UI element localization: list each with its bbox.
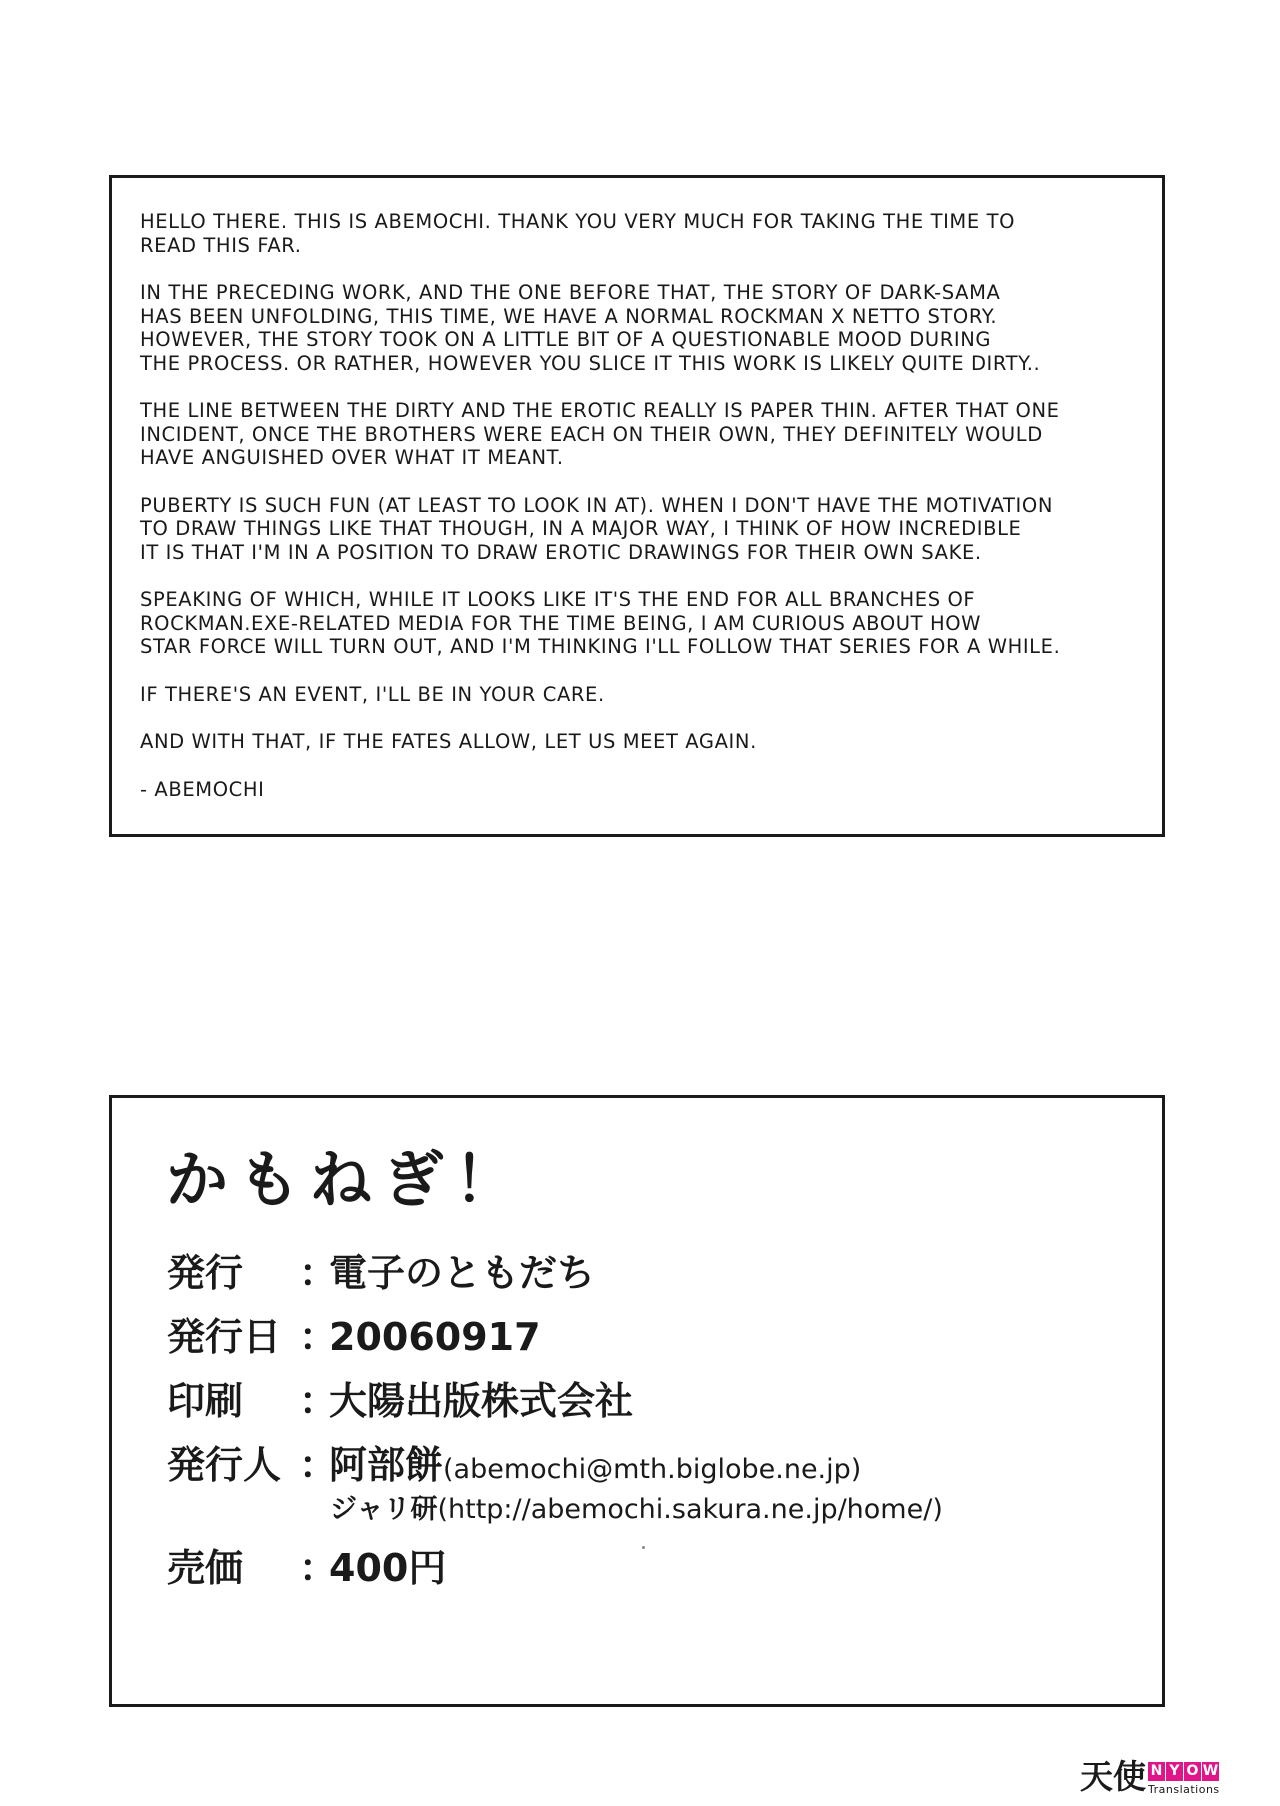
afterword-paragraph: PUBERTY IS SUCH FUN (AT LEAST TO LOOK IN AT). WHEN I DON'T HAVE THE MOTIVATION TO DRAW THINGS LIKE THAT THOUGH, IN A MAJOR WAY, I THINK OF HOW INCREDIBLE IT IS THAT I'M IN A POSITION TO DRAW EROTIC DRAWINGS FOR THEIR OWN SAKE. xyxy=(140,493,1054,564)
afterword-text xyxy=(140,210,1140,825)
translator-credit-logo xyxy=(1080,1756,1220,1796)
date-label: 発行日 xyxy=(167,1315,282,1359)
credit-kanji: 天使 xyxy=(1080,1757,1146,1796)
colon: ： xyxy=(299,1546,338,1590)
credit-letter: O xyxy=(1184,1762,1201,1781)
colophon-circle-row xyxy=(330,1490,943,1530)
afterword-paragraph: IF THERE'S AN EVENT, I'LL BE IN YOUR CARE. xyxy=(140,682,605,706)
afterword-paragraph: HELLO THERE. THIS IS ABEMOCHI. THANK YOU VERY MUCH FOR TAKING THE TIME TO READ THIS FAR. xyxy=(140,210,1016,257)
printer-value: 大陽出版株式会社 xyxy=(329,1379,634,1423)
date-value: 20060917 xyxy=(329,1315,541,1359)
afterword-paragraph: IN THE PRECEDING WORK, AND THE ONE BEFORE THAT, THE STORY OF DARK-SAMA HAS BEEN UNFOLDING, THIS TIME, WE HAVE A NORMAL ROCKMAN X NETTO STORY. HOWEVER, THE STORY TOOK ON A LITTLE BIT OF A QUESTIONABLE MOOD DURING THE PROCESS. OR RATHER, HOWEVER YOU SLICE IT THIS WORK IS LIKELY QUITE DIRTY.. xyxy=(140,281,1041,375)
colophon-price-row xyxy=(167,1544,446,1592)
scan-speck xyxy=(642,1546,645,1549)
colon: ： xyxy=(299,1315,338,1359)
colon: ： xyxy=(299,1251,338,1295)
author-label: 発行人 xyxy=(167,1443,282,1487)
author-name: 阿部餅 xyxy=(329,1443,444,1487)
price-label: 売価 xyxy=(167,1546,244,1590)
colophon-date-row xyxy=(167,1313,541,1361)
colophon-publisher-row xyxy=(167,1249,595,1297)
afterword-box xyxy=(109,175,1165,837)
afterword-signature: - ABEMOCHI xyxy=(140,777,265,801)
credit-letter: W xyxy=(1202,1763,1219,1779)
colon: ： xyxy=(299,1379,338,1423)
afterword-paragraph: SPEAKING OF WHICH, WHILE IT LOOKS LIKE IT'S THE END FOR ALL BRANCHES OF ROCKMAN.EXE-RELATED MEDIA FOR THE TIME BEING, I AM CURIOUS ABOUT HOW STAR FORCE WILL TURN OUT, AND I'M THINKING I'LL FOLLOW THAT SERIES FOR A WHILE. xyxy=(140,588,1061,658)
publisher-label: 発行 xyxy=(167,1251,244,1295)
credit-letter: N xyxy=(1148,1762,1165,1781)
colophon-box xyxy=(109,1095,1165,1707)
afterword-paragraph: AND WITH THAT, IF THE FATES ALLOW, LET US MEET AGAIN. xyxy=(140,730,757,753)
credit-right xyxy=(1148,1762,1220,1796)
publisher-value: 電子のともだち xyxy=(329,1251,596,1295)
credit-letter-boxes xyxy=(1148,1762,1219,1781)
colophon-printer-row xyxy=(167,1377,633,1425)
credit-letter: Y xyxy=(1166,1762,1183,1781)
colophon-title: かもねぎ！ xyxy=(166,1143,527,1216)
circle-name: ジャリ研 xyxy=(330,1494,438,1525)
credit-subtitle: Translations xyxy=(1148,1783,1220,1796)
colophon-author-row xyxy=(167,1441,861,1494)
colon: ： xyxy=(299,1443,338,1487)
circle-url: (http://abemochi.sakura.ne.jp/home/) xyxy=(437,1494,943,1525)
printer-label: 印刷 xyxy=(167,1379,244,1423)
price-value: 400円 xyxy=(329,1546,447,1590)
afterword-paragraph: THE LINE BETWEEN THE DIRTY AND THE EROTIC REALLY IS PAPER THIN. AFTER THAT ONE INCIDENT, ONCE THE BROTHERS WERE EACH ON THEIR OWN, THEY DEFINITELY WOULD HAVE ANGUISHED OVER WHAT IT MEANT. xyxy=(140,399,1060,469)
author-email: (abemochi@mth.biglobe.ne.jp) xyxy=(443,1454,862,1485)
